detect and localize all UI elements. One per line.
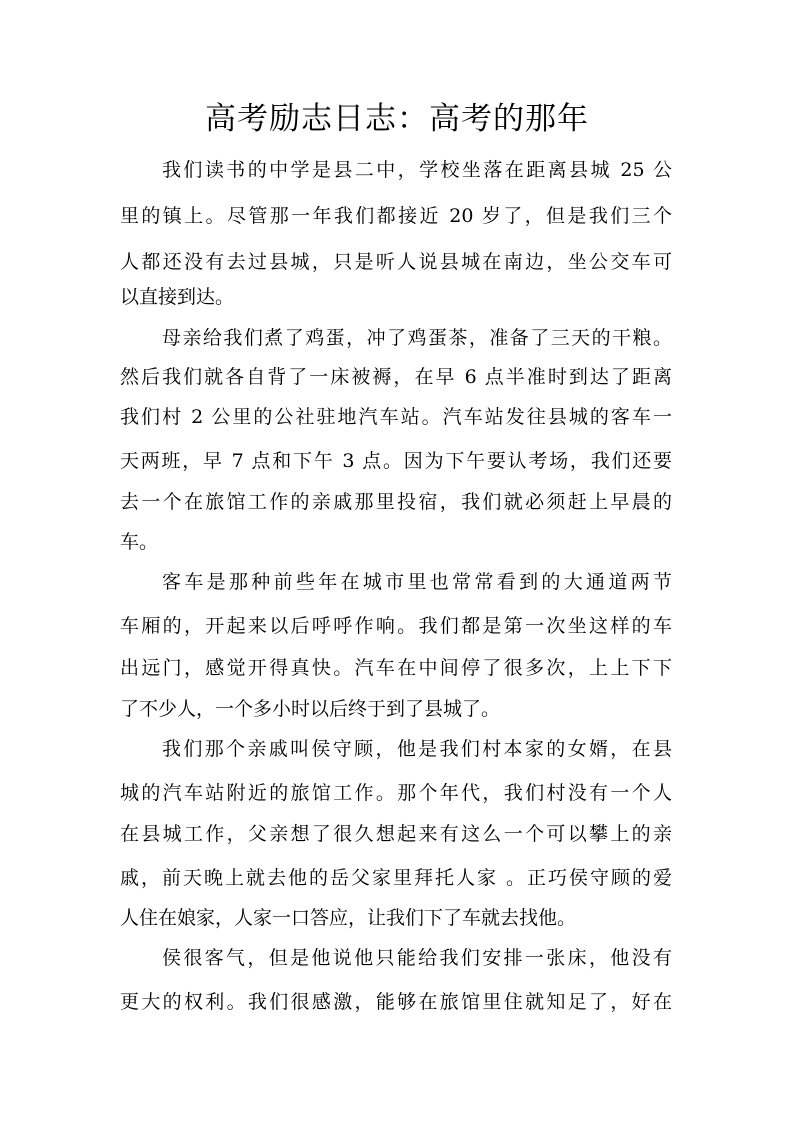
text-line: 里的镇上。尽管那一年我们都接近 20 岁了，但是我们三个 — [120, 205, 672, 227]
text-line: 戚，前天晚上就去他的岳父家里拜托人家 。正巧侯守顾的爱 — [120, 867, 672, 889]
text-line: 了不少人，一个多小时以后终于到了县城了。 — [120, 698, 501, 720]
text-line: 天两班，早 7 点和下午 3 点。因为下午要认考场，我们还要 — [120, 450, 672, 472]
text-line: 更大的权利。我们很感激，能够在旅馆里住就知足了，好在 — [120, 991, 672, 1013]
text-line: 母亲给我们煮了鸡蛋，冲了鸡蛋茶，准备了三天的干粮。 — [162, 327, 672, 349]
text-line: 在县城工作，父亲想了很久想起来有这么一个可以攀上的亲 — [120, 823, 672, 845]
text-line: 出远门，感觉开得真快。汽车在中间停了很多次，上上下下 — [120, 657, 672, 679]
page-title: 高考励志日志：高考的那年 — [205, 101, 589, 137]
text-line: 车。 — [120, 531, 159, 553]
text-line: 去一个在旅馆工作的亲戚那里投宿，我们就必须赶上早晨的 — [120, 491, 672, 513]
text-line: 车厢的，开起来以后呼呼作响。我们都是第一次坐这样的车 — [120, 615, 672, 637]
text-line: 然后我们就各自背了一床被褥，在早 6 点半准时到达了距离 — [120, 366, 672, 388]
text-line: 我们村 2 公里的公社驻地汽车站。汽车站发往县城的客车一 — [120, 406, 672, 428]
text-line: 我们读书的中学是县二中，学校坐落在距离县城 25 公 — [162, 159, 672, 181]
text-line: 客车是那种前些年在城市里也常常看到的大通道两节 — [162, 571, 672, 593]
text-line: 人都还没有去过县城，只是听人说县城在南边，坐公交车可 — [120, 251, 672, 273]
text-line: 侯很客气，但是他说他只能给我们安排一张床，他没有 — [162, 947, 672, 969]
text-line: 人住在娘家，人家一口答应，让我们下了车就去找他。 — [120, 907, 577, 929]
text-line: 以直接到达。 — [120, 286, 235, 308]
text-line: 我们那个亲戚叫侯守顾，他是我们村本家的女婿，在县 — [162, 738, 672, 760]
text-line: 城的汽车站附近的旅馆工作。那个年代，我们村没有一个人 — [120, 782, 672, 804]
